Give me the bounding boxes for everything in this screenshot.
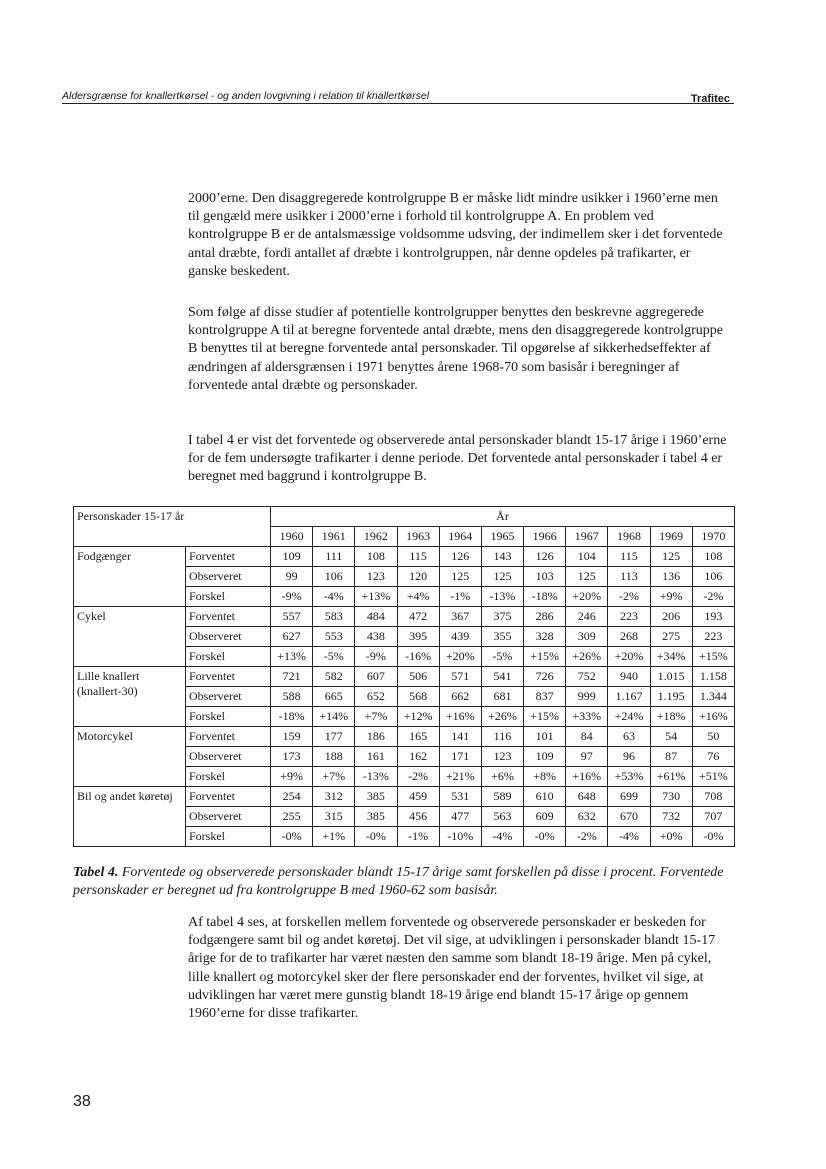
value-cell: -9% (271, 587, 313, 607)
value-cell: +12% (397, 707, 439, 727)
value-cell: 730 (650, 787, 692, 807)
value-cell: 1.015 (650, 667, 692, 687)
value-cell: 589 (481, 787, 523, 807)
value-cell: 553 (313, 627, 355, 647)
value-cell: 115 (397, 547, 439, 567)
value-cell: 681 (481, 687, 523, 707)
value-cell: +34% (650, 647, 692, 667)
paragraph-3: I tabel 4 er vist det forventede og observerede antal personskader blandt 15-17 årige i 1960’erne for de fem undersøgte trafikarter i denne periode. Det forventede antal personskader i tabel 4 er beregnet med baggrund i kontrolgruppe B. (188, 433, 727, 485)
value-cell: 161 (355, 747, 397, 767)
value-cell: 173 (271, 747, 313, 767)
value-cell: 439 (439, 627, 481, 647)
value-cell: 116 (481, 727, 523, 747)
value-cell: 97 (566, 747, 608, 767)
value-cell: -18% (524, 587, 566, 607)
category-cell: Fodgænger (74, 547, 186, 607)
value-cell: 223 (608, 607, 650, 627)
value-cell: +16% (692, 707, 734, 727)
value-cell: 188 (313, 747, 355, 767)
value-cell: 582 (313, 667, 355, 687)
value-cell: -13% (355, 767, 397, 787)
year-cell: 1964 (439, 527, 481, 547)
value-cell: 557 (271, 607, 313, 627)
value-cell: +1% (313, 827, 355, 847)
value-cell: +9% (650, 587, 692, 607)
value-cell: 106 (692, 567, 734, 587)
value-cell: +6% (481, 767, 523, 787)
value-cell: 375 (481, 607, 523, 627)
value-cell: +20% (566, 587, 608, 607)
value-cell: +16% (566, 767, 608, 787)
value-cell: 108 (692, 547, 734, 567)
value-cell: +15% (692, 647, 734, 667)
year-cell: 1963 (397, 527, 439, 547)
value-cell: -2% (692, 587, 734, 607)
value-cell: 355 (481, 627, 523, 647)
value-cell: 477 (439, 807, 481, 827)
value-cell: 312 (313, 787, 355, 807)
value-cell: 87 (650, 747, 692, 767)
value-cell: 63 (608, 727, 650, 747)
value-cell: 143 (481, 547, 523, 567)
value-cell: 607 (355, 667, 397, 687)
value-cell: 309 (566, 627, 608, 647)
value-cell: 627 (271, 627, 313, 647)
value-cell: 113 (608, 567, 650, 587)
value-cell: 563 (481, 807, 523, 827)
value-cell: 632 (566, 807, 608, 827)
value-cell: -2% (608, 587, 650, 607)
value-cell: 125 (439, 567, 481, 587)
row-label: Observeret (186, 567, 271, 587)
row-label: Forventet (186, 727, 271, 747)
category-cell: Lille knallert (knallert-30) (74, 667, 186, 727)
year-cell: 1969 (650, 527, 692, 547)
value-cell: 670 (608, 807, 650, 827)
value-cell: +26% (481, 707, 523, 727)
value-cell: +13% (355, 587, 397, 607)
value-cell: 123 (355, 567, 397, 587)
paragraph-1: 2000’erne. Den disaggregerede kontrolgruppe B er måske lidt mindre usikker i 1960’erne men til gengæld mere usikker i 2000’erne i forhold til kontrolgruppe A. En problem ved kontrolgruppe B er de antalsmæssige voldsomme udsving, der indimellem sker i det forventede antal dræbte, fordi antallet af dræbte i kontrolgruppen, når denne opdeles på trafikarter, er ganske beskedent. (188, 191, 723, 279)
value-cell: 506 (397, 667, 439, 687)
value-cell: 254 (271, 787, 313, 807)
value-cell: 101 (524, 727, 566, 747)
value-cell: +13% (271, 647, 313, 667)
value-cell: 665 (313, 687, 355, 707)
value-cell: +15% (524, 707, 566, 727)
row-label: Forventet (186, 607, 271, 627)
row-label: Observeret (186, 807, 271, 827)
value-cell: -5% (481, 647, 523, 667)
value-cell: -16% (397, 647, 439, 667)
value-cell: 385 (355, 787, 397, 807)
value-cell: +4% (397, 587, 439, 607)
paragraph-4: Af tabel 4 ses, at forskellen mellem forventede og observerede personskader er beskeden for fodgængere samt bil og andet køretøj. Det vil sige, at udviklingen i personskader blandt 15-17 årige for de to trafikarter har været næsten den samme som blandt 18-19 årige. Men på cykel, lille knallert og motorcykel sker der flere personskader end der forventes, hvilket vil sige, at udviklingen har været mere gunstig blandt 18-19 årige end blandt 15-17 årige op gennem 1960’erne for disse trafikarter. (188, 915, 716, 1022)
value-cell: 315 (313, 807, 355, 827)
value-cell: +33% (566, 707, 608, 727)
value-cell: +8% (524, 767, 566, 787)
value-cell: 999 (566, 687, 608, 707)
value-cell: 96 (608, 747, 650, 767)
value-cell: 103 (524, 567, 566, 587)
table-row (74, 667, 735, 687)
table-header-row (74, 507, 735, 527)
value-cell: 610 (524, 787, 566, 807)
value-cell: 286 (524, 607, 566, 627)
value-cell: 438 (355, 627, 397, 647)
value-cell: 571 (439, 667, 481, 687)
value-cell: -9% (355, 647, 397, 667)
year-cell: 1968 (608, 527, 650, 547)
value-cell: +26% (566, 647, 608, 667)
value-cell: -2% (397, 767, 439, 787)
value-cell: +53% (608, 767, 650, 787)
value-cell: +20% (608, 647, 650, 667)
value-cell: 484 (355, 607, 397, 627)
value-cell: 609 (524, 807, 566, 827)
table-title: Personskader 15-17 år (74, 507, 271, 547)
value-cell: 708 (692, 787, 734, 807)
value-cell: -4% (481, 827, 523, 847)
header-brand: Trafitec (690, 93, 730, 105)
value-cell: 583 (313, 607, 355, 627)
value-cell: -0% (271, 827, 313, 847)
value-cell: 1.195 (650, 687, 692, 707)
table-row (74, 787, 735, 807)
value-cell: 541 (481, 667, 523, 687)
value-cell: 54 (650, 727, 692, 747)
table-row (74, 547, 735, 567)
value-cell: 662 (439, 687, 481, 707)
value-cell: 120 (397, 567, 439, 587)
value-cell: -0% (355, 827, 397, 847)
value-cell: 531 (439, 787, 481, 807)
value-cell: 104 (566, 547, 608, 567)
value-cell: 159 (271, 727, 313, 747)
value-cell: +0% (650, 827, 692, 847)
value-cell: -13% (481, 587, 523, 607)
value-cell: 732 (650, 807, 692, 827)
value-cell: 125 (481, 567, 523, 587)
value-cell: 186 (355, 727, 397, 747)
value-cell: +14% (313, 707, 355, 727)
value-cell: +16% (439, 707, 481, 727)
paragraph-2: Som følge af disse studier af potentielle kontrolgrupper benyttes den beskrevne aggregerede kontrolgruppe A til at beregne forventede antal dræbte, mens den disaggregerede kontrolgruppe B benyttes til at beregne forventede antal personskader. Til opgørelse af sikkerhedseffekter af ændringen af aldersgrænsen i 1971 benyttes årene 1968-70 som basisår i beregninger af forventede antal dræbte og personskader. (188, 305, 723, 393)
value-cell: +7% (313, 767, 355, 787)
caption-text: Forventede og observerede personskader blandt 15-17 årige samt forskellen på disse i procent. Forventede personskader er beregnet ud fra kontrolgruppe B med 1960-62 som basisår. (73, 865, 724, 898)
header-title: Aldersgrænse for knallertkørsel - og anden lovgivning i relation til knallertkørsel (62, 90, 430, 102)
value-cell: 136 (650, 567, 692, 587)
table-caption (73, 864, 753, 900)
row-label: Forventet (186, 787, 271, 807)
value-cell: 106 (313, 567, 355, 587)
value-cell: -4% (313, 587, 355, 607)
row-label: Forventet (186, 547, 271, 567)
row-label: Forventet (186, 667, 271, 687)
value-cell: 111 (313, 547, 355, 567)
category-cell: Cykel (74, 607, 186, 667)
value-cell: 223 (692, 627, 734, 647)
year-cell: 1966 (524, 527, 566, 547)
value-cell: 268 (608, 627, 650, 647)
value-cell: 108 (355, 547, 397, 567)
value-cell: -18% (271, 707, 313, 727)
year-cell: 1970 (692, 527, 734, 547)
year-cell: 1962 (355, 527, 397, 547)
year-cell: 1965 (481, 527, 523, 547)
value-cell: 255 (271, 807, 313, 827)
value-cell: +61% (650, 767, 692, 787)
value-cell: 50 (692, 727, 734, 747)
value-cell: -0% (692, 827, 734, 847)
value-cell: +9% (271, 767, 313, 787)
value-cell: 472 (397, 607, 439, 627)
category-cell: Bil og andet køretøj (74, 787, 186, 847)
row-label: Forskel (186, 827, 271, 847)
injury-table (73, 506, 735, 847)
value-cell: 177 (313, 727, 355, 747)
running-header (62, 89, 734, 104)
value-cell: -5% (313, 647, 355, 667)
value-cell: 367 (439, 607, 481, 627)
row-label: Forskel (186, 647, 271, 667)
value-cell: 109 (271, 547, 313, 567)
value-cell: 246 (566, 607, 608, 627)
value-cell: 1.344 (692, 687, 734, 707)
value-cell: +24% (608, 707, 650, 727)
value-cell: 162 (397, 747, 439, 767)
value-cell: 141 (439, 727, 481, 747)
caption-label: Tabel 4. (73, 865, 119, 880)
value-cell: +18% (650, 707, 692, 727)
row-label: Forskel (186, 587, 271, 607)
value-cell: 125 (566, 567, 608, 587)
value-cell: 456 (397, 807, 439, 827)
value-cell: 206 (650, 607, 692, 627)
row-label: Observeret (186, 687, 271, 707)
value-cell: -1% (439, 587, 481, 607)
row-label: Observeret (186, 747, 271, 767)
value-cell: 126 (524, 547, 566, 567)
value-cell: 1.158 (692, 667, 734, 687)
value-cell: 125 (650, 547, 692, 567)
value-cell: +7% (355, 707, 397, 727)
value-cell: 395 (397, 627, 439, 647)
value-cell: 588 (271, 687, 313, 707)
value-cell: 385 (355, 807, 397, 827)
value-cell: 652 (355, 687, 397, 707)
value-cell: 752 (566, 667, 608, 687)
value-cell: 76 (692, 747, 734, 767)
category-cell: Motorcykel (74, 727, 186, 787)
value-cell: -0% (524, 827, 566, 847)
year-header: År (271, 507, 735, 527)
value-cell: 165 (397, 727, 439, 747)
row-label: Observeret (186, 627, 271, 647)
value-cell: +21% (439, 767, 481, 787)
value-cell: 99 (271, 567, 313, 587)
year-cell: 1960 (271, 527, 313, 547)
value-cell: 126 (439, 547, 481, 567)
value-cell: 568 (397, 687, 439, 707)
value-cell: 193 (692, 607, 734, 627)
value-cell: -4% (608, 827, 650, 847)
value-cell: +20% (439, 647, 481, 667)
table-row (74, 607, 735, 627)
value-cell: +51% (692, 767, 734, 787)
value-cell: -10% (439, 827, 481, 847)
year-cell: 1961 (313, 527, 355, 547)
year-cell: 1967 (566, 527, 608, 547)
value-cell: 1.167 (608, 687, 650, 707)
value-cell: +15% (524, 647, 566, 667)
value-cell: 115 (608, 547, 650, 567)
value-cell: -2% (566, 827, 608, 847)
value-cell: 699 (608, 787, 650, 807)
value-cell: 109 (524, 747, 566, 767)
value-cell: 123 (481, 747, 523, 767)
value-cell: 648 (566, 787, 608, 807)
value-cell: 328 (524, 627, 566, 647)
value-cell: 84 (566, 727, 608, 747)
page-number: 38 (73, 1093, 91, 1110)
value-cell: 837 (524, 687, 566, 707)
value-cell: 275 (650, 627, 692, 647)
row-label: Forskel (186, 767, 271, 787)
value-cell: 940 (608, 667, 650, 687)
row-label: Forskel (186, 707, 271, 727)
value-cell: 721 (271, 667, 313, 687)
value-cell: 171 (439, 747, 481, 767)
table-row (74, 727, 735, 747)
value-cell: 459 (397, 787, 439, 807)
value-cell: -1% (397, 827, 439, 847)
value-cell: 726 (524, 667, 566, 687)
value-cell: 707 (692, 807, 734, 827)
